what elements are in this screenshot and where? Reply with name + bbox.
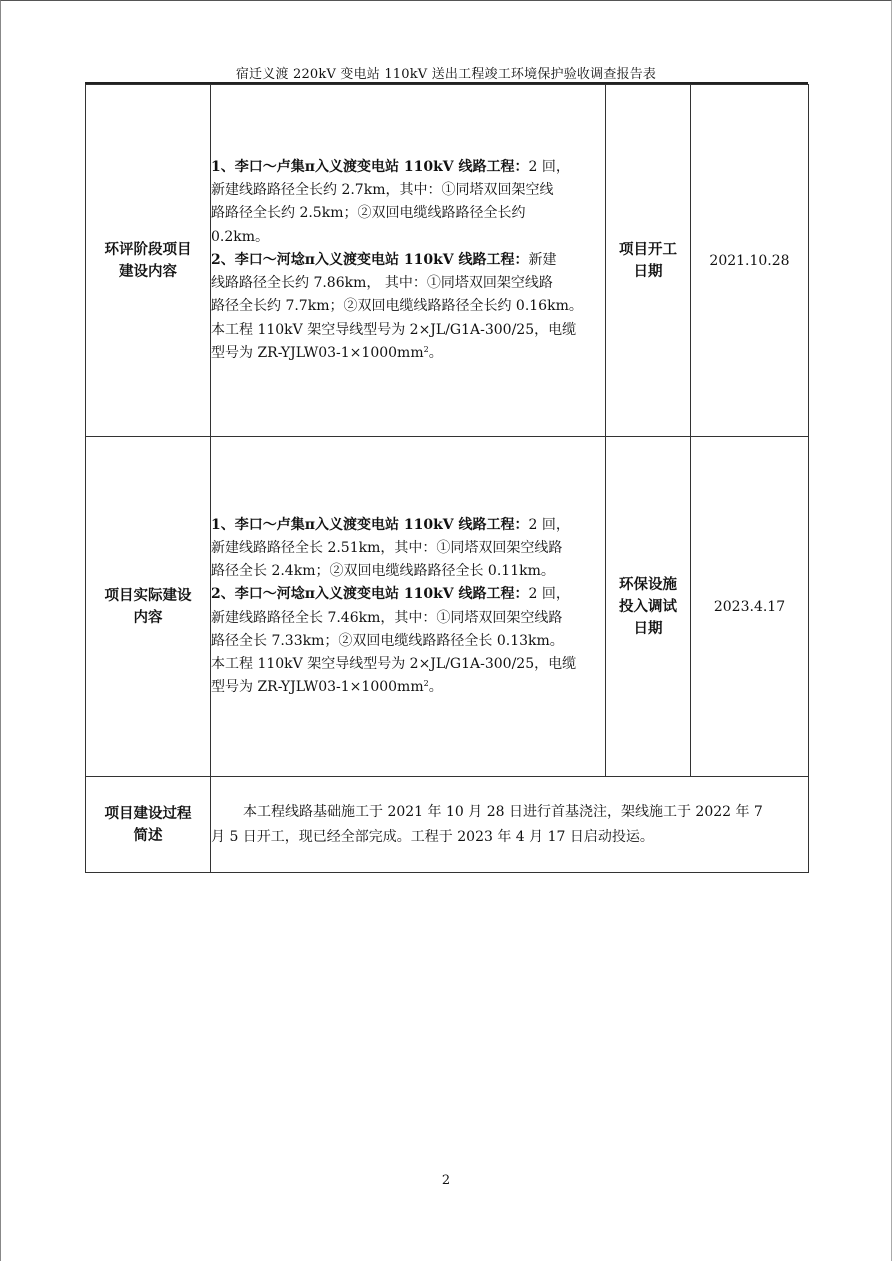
table-row-actual-content <box>86 437 809 777</box>
content-line: 0.2km。 <box>211 228 270 245</box>
label-line: 日期 <box>633 620 663 637</box>
table-row-eia-content <box>86 85 809 437</box>
content-line: 新建线路路径全长约 2.7km，其中：①同塔双回架空线 <box>211 182 554 199</box>
content-line: 路径全长约 7.7km；②双回电缆线路路径全长约 0.16km。 <box>211 298 583 315</box>
label-line: 环保设施 <box>619 576 677 593</box>
page-number: 2 <box>441 1173 451 1188</box>
content-line: 路路径全长约 2.5km；②双回电缆线路路径全长约 <box>211 205 526 222</box>
label-line: 内容 <box>133 609 163 626</box>
content-line: 路径全长 2.4km；②双回电缆线路路径全长 0.11km。 <box>211 563 555 580</box>
label-line: 简述 <box>133 827 163 844</box>
content-line: 本工程 110kV 架空导线型号为 2×JL/G1A-300/25，电缆 <box>211 655 577 672</box>
summary-line: 月 5 日开工，现已经全部完成。工程于 2023 年 4 月 17 日启动投运。 <box>211 828 654 845</box>
content-line: 1、李口～卢集π入义渡变电站 110kV 线路工程：2 回， <box>211 516 570 533</box>
content-line: 本工程 110kV 架空导线型号为 2×JL/G1A-300/25，电缆 <box>211 321 577 338</box>
section-heading: 2、李口～河埝π入义渡变电站 110kV 线路工程： <box>211 586 529 603</box>
eia-content-label <box>86 85 211 437</box>
start-date-label <box>606 85 691 437</box>
content-line: 型号为 $ZR-YJLW03-1\times 1000mm^2$。 <box>211 679 443 696</box>
process-summary-label <box>86 777 211 873</box>
label-line: 投入调试 <box>619 598 677 615</box>
label-line: 项目实际建设 <box>104 587 192 604</box>
content-line: 2、李口～河埝π入义渡变电站 110kV 线路工程：新建 <box>211 251 557 268</box>
commissioning-date-value: 2023.4.17 <box>691 437 809 777</box>
document-header-title: 宿迁义渡 220kV 变电站 110kV 送出工程竣工环境保护验收调查报告表 <box>235 67 657 82</box>
start-date-value: 2021.10.28 <box>691 85 809 437</box>
table-row-process-summary <box>86 777 809 873</box>
commissioning-date-label <box>606 437 691 777</box>
content-line: 线路路径全长约 7.86km， 其中：①同塔双回架空线路 <box>211 275 553 292</box>
summary-line: 本工程线路基础施工于 2021 年 10 月 28 日进行首基浇注，架线施工于 2022 年 7 <box>243 803 763 820</box>
label-line: 建设内容 <box>119 263 177 280</box>
process-summary-text <box>211 777 809 873</box>
content-line: 路径全长 7.33km；②双回电缆线路路径全长 0.13km。 <box>211 632 564 649</box>
section-heading: 1、李口～卢集π入义渡变电站 110kV 线路工程： <box>211 159 529 176</box>
actual-content-text <box>211 437 606 777</box>
section-heading: 2、李口～河埝π入义渡变电站 110kV 线路工程： <box>211 251 529 268</box>
content-line: 型号为 $ZR-YJLW03-1\times 1000mm^2$。 <box>211 344 443 361</box>
label-line: 日期 <box>633 263 663 280</box>
label-line: 项目建设过程 <box>104 805 192 822</box>
label-line: 环评阶段项目 <box>104 241 192 258</box>
content-line: 2、李口～河埝π入义渡变电站 110kV 线路工程：2 回， <box>211 586 570 603</box>
eia-content-text <box>211 85 606 437</box>
content-line: 新建线路路径全长 7.46km，其中：①同塔双回架空线路 <box>211 609 563 626</box>
actual-content-label <box>86 437 211 777</box>
section-heading: 1、李口～卢集π入义渡变电站 110kV 线路工程： <box>211 516 529 533</box>
content-line: 新建线路路径全长 2.51km，其中：①同塔双回架空线路 <box>211 539 563 556</box>
report-table <box>85 84 809 873</box>
label-line: 项目开工 <box>619 241 677 258</box>
content-line: 1、李口～卢集π入义渡变电站 110kV 线路工程：2 回， <box>211 159 570 176</box>
